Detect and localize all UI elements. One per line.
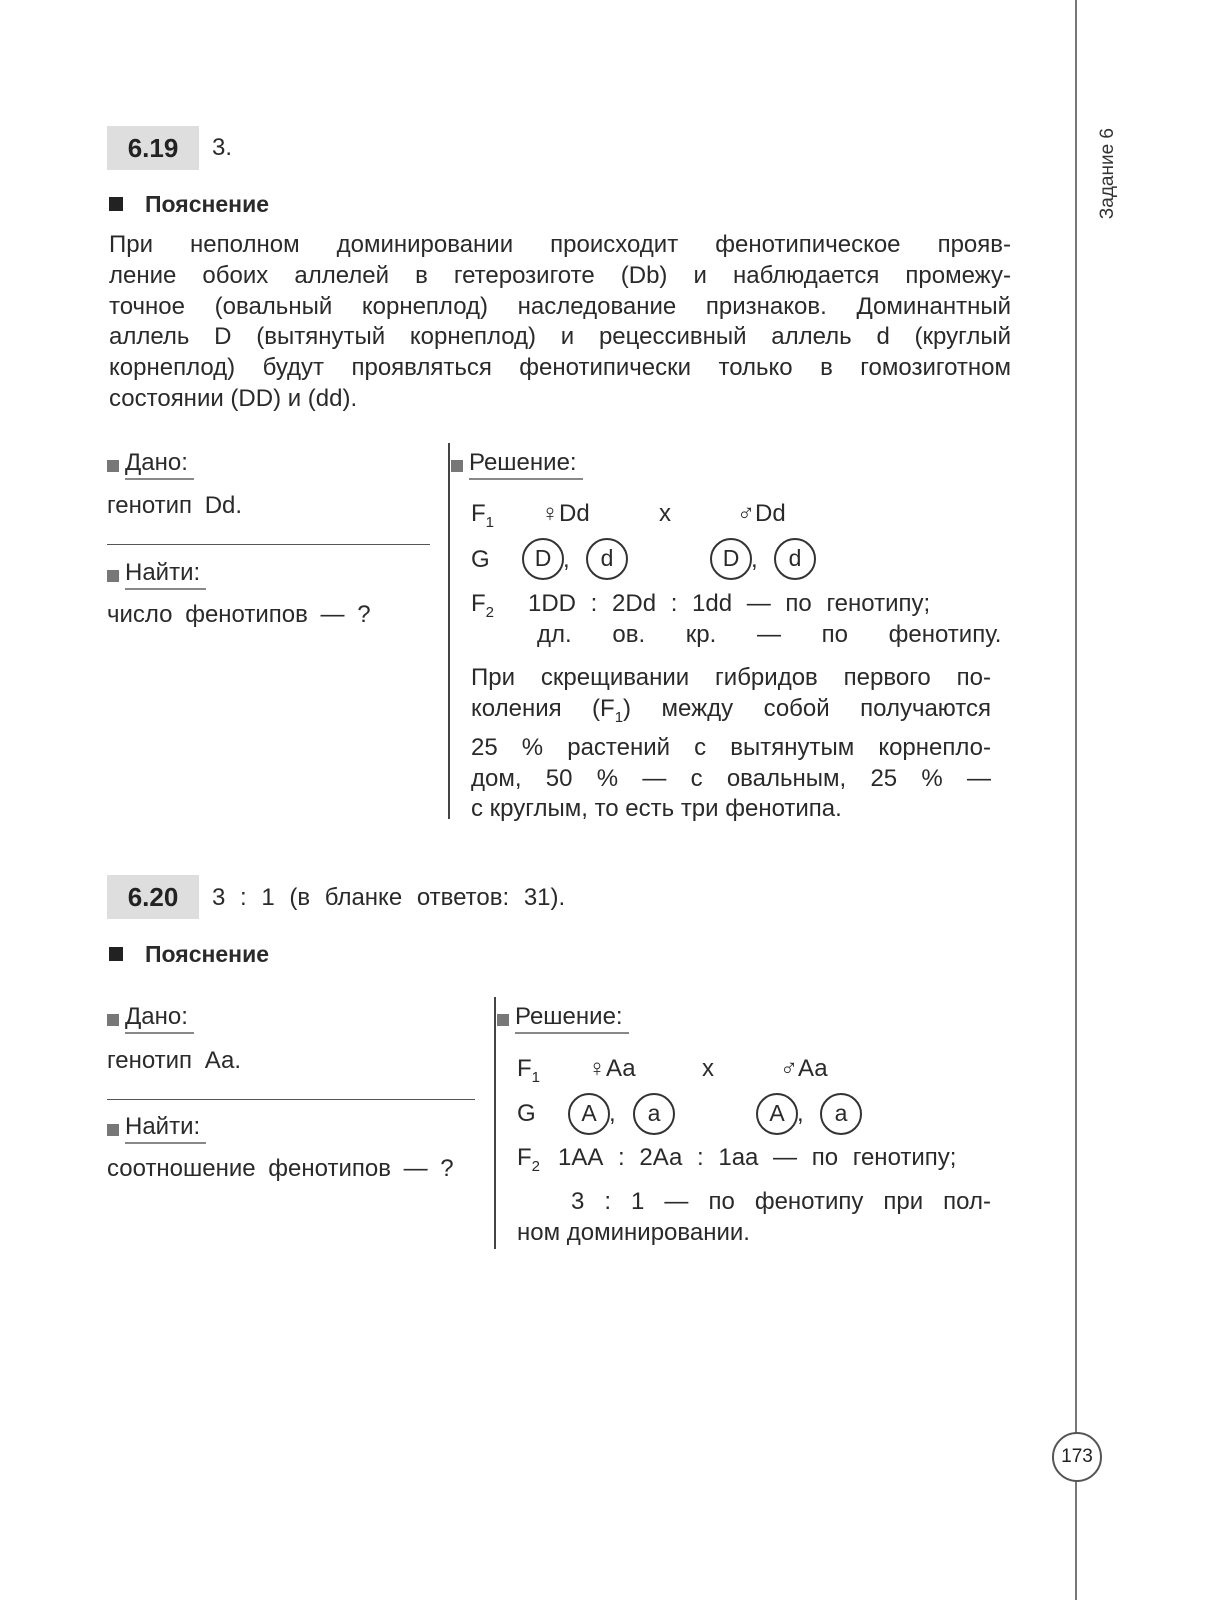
paragraph-line: состоянии (DD) и (dd). bbox=[109, 384, 358, 412]
gamete-circle: d bbox=[774, 538, 816, 580]
given-text-620: генотип Аа. bbox=[107, 1047, 242, 1074]
divider bbox=[107, 544, 430, 545]
marker-square-icon bbox=[497, 1014, 509, 1026]
phenotype-conclusion-620 bbox=[517, 1187, 991, 1248]
f2-phenotype-ratio: дл. ов. кр. — по фенотипу. bbox=[537, 621, 1002, 648]
given-text-619: генотип Dd. bbox=[107, 492, 243, 519]
g-label: G bbox=[471, 546, 490, 573]
cross-symbol: x bbox=[702, 1055, 714, 1082]
column-divider bbox=[494, 997, 496, 1249]
paragraph-line: аллель D (вытянутый корнеплод) и рецессивный аллель d (круглый bbox=[109, 323, 1011, 351]
paragraph-line: корнеплод) будут проявляться фенотипически только в гомозиготном bbox=[109, 354, 1011, 382]
gamete-circle: D bbox=[710, 538, 752, 580]
f1-female-parent: ♀Аа bbox=[588, 1055, 636, 1082]
gamete-circle: d bbox=[586, 538, 628, 580]
given-heading-620: Дано: bbox=[107, 1003, 194, 1034]
conclusion-line: 25 % растений с вытянутым корнепло- bbox=[471, 734, 991, 761]
g-label: G bbox=[517, 1100, 536, 1127]
paragraph-line: ление обоих аллелей в гетерозиготе (Db) и наблюдается промежу- bbox=[109, 261, 1011, 289]
f1-label: $F_1$ bbox=[517, 1055, 541, 1086]
explanation-paragraph-619 bbox=[109, 230, 1011, 415]
f1-male-parent: ♂Dd bbox=[737, 500, 786, 527]
f1-female-parent: ♀Dd bbox=[541, 500, 590, 527]
gamete-circle: а bbox=[633, 1093, 675, 1135]
problem-number-619: 6.19 bbox=[107, 126, 199, 170]
page-number: 173 bbox=[1052, 1432, 1102, 1482]
comma: , bbox=[563, 546, 570, 573]
divider bbox=[107, 1099, 475, 1100]
find-heading-619: Найти: bbox=[107, 559, 206, 590]
conclusion-line: с круглым, то есть три фенотипа. bbox=[471, 795, 842, 822]
f2-label: $F_2$ bbox=[471, 590, 495, 621]
conclusion-line: коления $(F_1)$ между собой получаются bbox=[471, 694, 991, 726]
f2-genotype-ratio: 1АА : 2Аа : 1аа — по генотипу; bbox=[558, 1144, 957, 1171]
problem-number-620: 6.20 bbox=[107, 875, 199, 919]
gamete-circle: А bbox=[756, 1093, 798, 1135]
marker-square-icon bbox=[451, 460, 463, 472]
solution-heading-620: Решение: bbox=[497, 1003, 629, 1034]
marker-square-icon bbox=[107, 1014, 119, 1026]
conclusion-619 bbox=[471, 663, 991, 825]
comma: , bbox=[797, 1100, 804, 1127]
explanation-heading-619: Пояснение bbox=[109, 191, 269, 218]
given-heading-619: Дано: bbox=[107, 449, 194, 480]
f2-genotype-ratio: 1DD : 2Dd : 1dd — по генотипу; bbox=[528, 590, 931, 617]
paragraph-line: При неполном доминировании происходит фенотипическое прояв- bbox=[109, 231, 1011, 258]
find-text-619: число фенотипов — ? bbox=[107, 601, 371, 628]
f1-label: $F_1$ bbox=[471, 500, 495, 531]
f1-male-parent: ♂Аа bbox=[780, 1055, 828, 1082]
conclusion-line: ном доминировании. bbox=[517, 1218, 750, 1246]
conclusion-line: дом, 50 % — с овальным, 25 % — bbox=[471, 764, 991, 792]
explanation-heading-620: Пояснение bbox=[109, 941, 269, 968]
marker-square-icon bbox=[107, 460, 119, 472]
paragraph-line: точное (овальный корнеплод) наследование признаков. Доминантный bbox=[109, 292, 1011, 320]
solution-heading-619: Решение: bbox=[451, 449, 583, 480]
cross-symbol: x bbox=[659, 500, 671, 527]
bullet-square-icon bbox=[109, 197, 123, 211]
find-heading-620: Найти: bbox=[107, 1113, 206, 1144]
gamete-circle: А bbox=[568, 1093, 610, 1135]
gamete-circle: D bbox=[522, 538, 564, 580]
margin-rule bbox=[1075, 0, 1077, 1600]
comma: , bbox=[751, 546, 758, 573]
bullet-square-icon bbox=[109, 947, 123, 961]
comma: , bbox=[609, 1100, 616, 1127]
answer-620: 3 : 1 (в бланке ответов: 31). bbox=[212, 884, 566, 911]
answer-619: 3. bbox=[212, 134, 233, 161]
conclusion-line: 3 : 1 — по фенотипу при пол- bbox=[571, 1188, 991, 1215]
find-text-620: соотношение фенотипов — ? bbox=[107, 1155, 454, 1182]
section-label: Задание 6 bbox=[1097, 128, 1118, 220]
gamete-circle: а bbox=[820, 1093, 862, 1135]
f2-label: $F_2$ bbox=[517, 1144, 541, 1175]
column-divider bbox=[448, 443, 450, 819]
marker-square-icon bbox=[107, 1124, 119, 1136]
conclusion-line: При скрещивании гибридов первого по- bbox=[471, 664, 991, 691]
marker-square-icon bbox=[107, 570, 119, 582]
